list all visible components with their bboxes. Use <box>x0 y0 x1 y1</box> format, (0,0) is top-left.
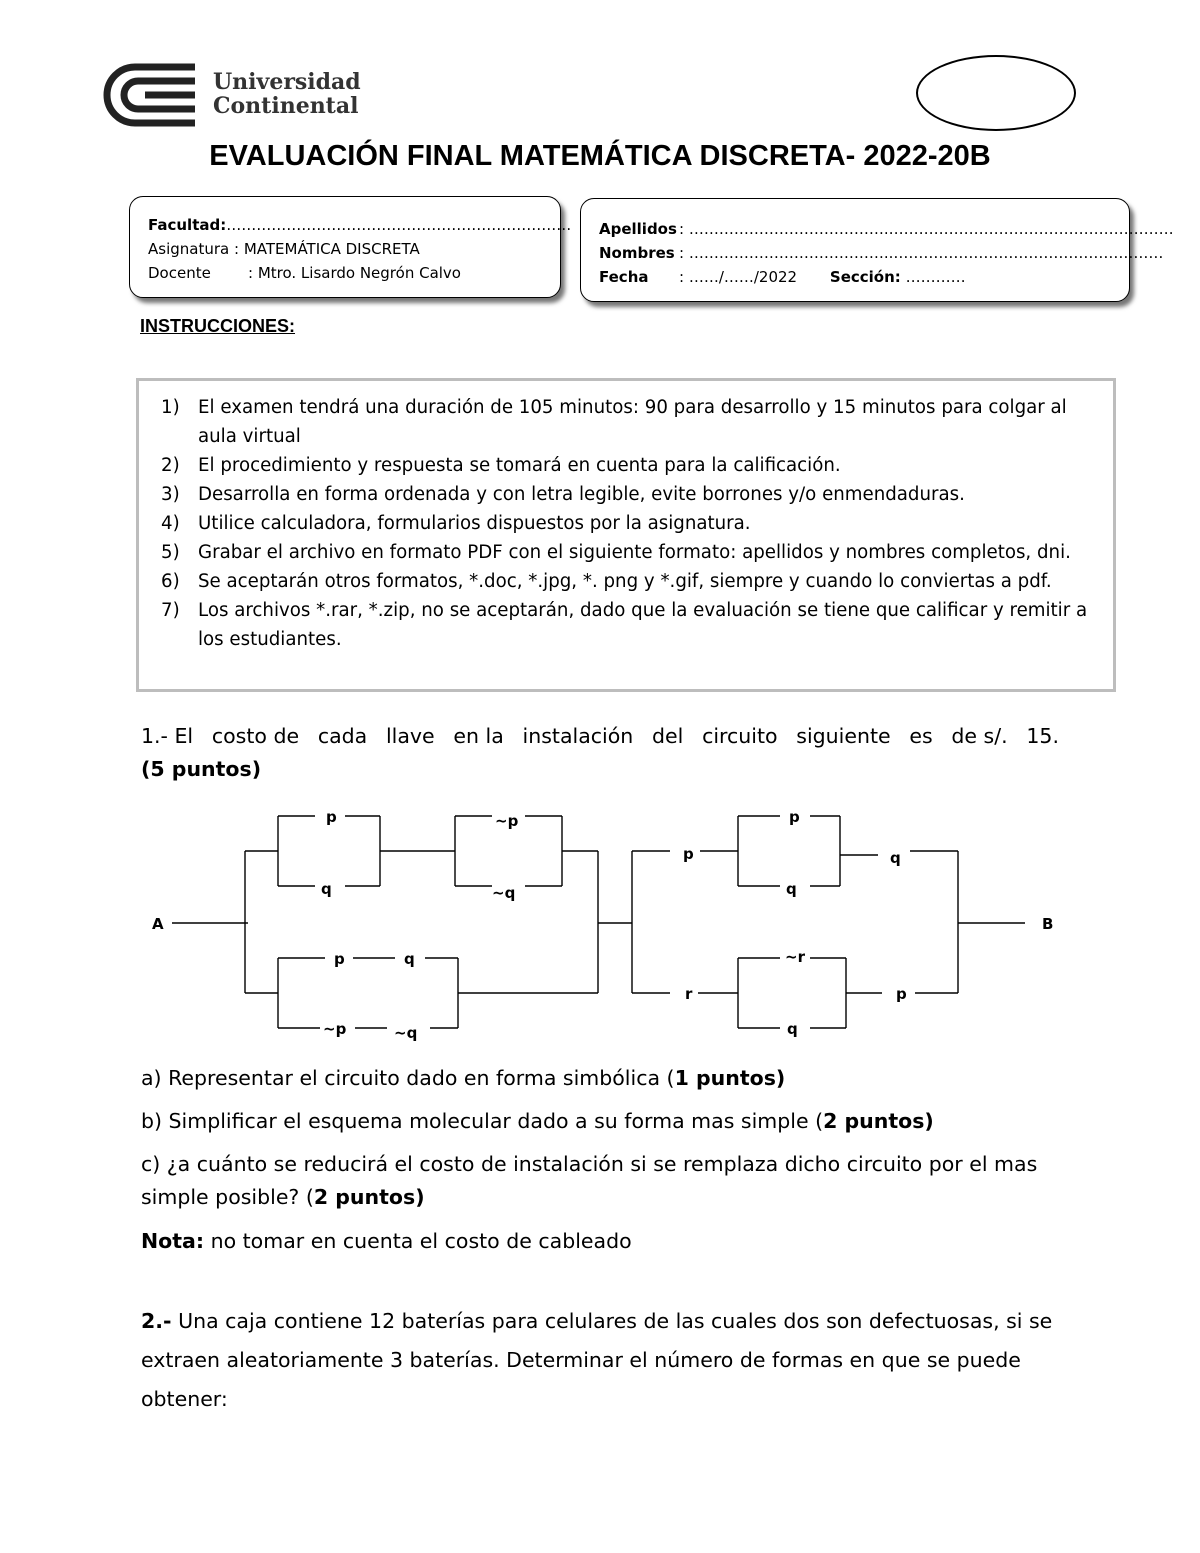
nombres-label: Nombres <box>599 244 675 262</box>
instruction-number: 6) <box>161 571 180 592</box>
apellidos-label: Apellidos <box>599 220 677 238</box>
instructions-heading: INSTRUCCIONES: <box>140 316 296 336</box>
apellidos-value: : ………………………………….………………………………………………… <box>679 220 1174 238</box>
switch-q: q <box>890 849 901 867</box>
apellidos-row <box>599 217 1174 241</box>
instruction-number: 5) <box>161 542 180 563</box>
q1-word: llave <box>385 724 435 748</box>
terminal-b-label: B <box>1042 915 1054 933</box>
nombres-value: : …………………………………..……………………………………………… <box>679 244 1164 262</box>
switch-p: p <box>334 950 345 968</box>
sub-question-b <box>141 1105 1071 1138</box>
docente-value: : Mtro. Lisardo Negrón Calvo <box>248 264 461 282</box>
instruction-number: 7) <box>161 600 180 621</box>
circuit-diagram <box>140 800 1080 1050</box>
logo-line-2: Continental <box>213 93 359 119</box>
question-1 <box>141 720 1059 786</box>
facultad-value: …………………………………………………………… <box>226 216 572 234</box>
switch-not-p: ~p <box>495 812 519 830</box>
q1-word: en la <box>453 724 504 748</box>
question-1-points: (5 puntos) <box>141 757 262 781</box>
terminal-a-label: A <box>152 915 164 933</box>
question-1-statement <box>141 720 1059 753</box>
switch-not-q: ~q <box>394 1024 418 1042</box>
switch-not-q: ~q <box>492 884 516 902</box>
circuit-labels <box>152 808 1053 1042</box>
q1-word: 15. <box>1026 724 1059 748</box>
instruction-text: Se aceptarán otros formatos, *.doc, *.jpg, *. png y *.gif, siempre y cuando lo conviertas a pdf. <box>198 571 1052 592</box>
logo-text <box>213 70 361 118</box>
note-label: Nota: <box>141 1229 205 1253</box>
switch-p: p <box>683 845 694 863</box>
seccion-label: Sección: <box>829 268 901 286</box>
instruction-text: El procedimiento y respuesta se tomará en cuenta para la calificación. <box>198 455 841 476</box>
switch-q: q <box>787 1020 798 1038</box>
q1-word: circuito <box>702 724 778 748</box>
switch-q: q <box>404 950 415 968</box>
instruction-number: 3) <box>161 484 180 505</box>
facultad-row <box>148 213 571 237</box>
q1-word: 1.- El <box>141 724 194 748</box>
instruction-text: Los archivos *.rar, *.zip, no se aceptarán, dado que la evaluación se tiene que calificar y remitir a los estudiantes. <box>198 600 1088 650</box>
instruction-item <box>161 567 1091 596</box>
question-2 <box>141 1302 1059 1419</box>
sub-question-b-points: 2 puntos) <box>823 1109 934 1133</box>
q1-word: es <box>909 724 933 748</box>
logo-line-1: Universidad <box>213 69 361 95</box>
question-2-text: Una caja contiene 12 baterías para celulares de las cuales dos son defectuosas, si se extraen aleatoriamente 3 baterías. Determinar el número de formas en que se puede obtener: <box>141 1309 1053 1411</box>
grade-oval <box>916 55 1076 131</box>
question-2-number: 2.- <box>141 1309 172 1333</box>
asignatura-row <box>148 237 571 261</box>
switch-not-p: ~p <box>323 1020 347 1038</box>
instruction-number: 2) <box>161 455 180 476</box>
instructions-list <box>161 393 1091 654</box>
instruction-text: El examen tendrá una duración de 105 minutos: 90 para desarrollo y 15 minutos para colgar al aula virtual <box>198 397 1067 447</box>
instruction-text: Utilice calculadora, formularios dispuestos por la asignatura. <box>198 513 751 534</box>
switch-q: q <box>786 880 797 898</box>
student-info-box <box>580 198 1174 302</box>
switch-p: p <box>896 985 907 1003</box>
q1-word: costo de <box>211 724 300 748</box>
asignatura-value: : MATEMÁTICA DISCRETA <box>234 240 420 258</box>
fecha-label: Fecha <box>599 268 649 286</box>
q1-word: instalación <box>522 724 634 748</box>
q1-word: cada <box>317 724 368 748</box>
seccion-value: ………… <box>905 268 966 286</box>
switch-r: r <box>685 985 693 1003</box>
sub-question-b-text: b) Simplificar el esquema molecular dado a su forma mas simple ( <box>141 1109 824 1133</box>
nombres-row <box>599 241 1174 265</box>
sub-question-a <box>141 1062 1071 1095</box>
sub-question-a-points: 1 puntos) <box>674 1066 786 1090</box>
instruction-number: 4) <box>161 513 180 534</box>
docente-row <box>148 261 571 285</box>
switch-p: p <box>789 808 800 826</box>
switch-p: p <box>326 808 337 826</box>
docente-label: Docente <box>148 264 211 282</box>
instruction-text: Desarrolla en forma ordenada y con letra legible, evite borrones y/o enmendaduras. <box>198 484 965 505</box>
instruction-item <box>161 509 1091 538</box>
instruction-item <box>161 393 1091 451</box>
asignatura-label: Asignatura <box>148 240 230 258</box>
instruction-text: Grabar el archivo en formato PDF con el siguiente formato: apellidos y nombres completos, dni. <box>198 542 1071 563</box>
course-info-box <box>129 196 572 298</box>
instruction-item <box>161 596 1091 654</box>
page-title: EVALUACIÓN FINAL MATEMÁTICA DISCRETA- 2022-20B <box>209 140 991 172</box>
fecha-row <box>599 265 1174 289</box>
note-text: no tomar en cuenta el costo de cableado <box>204 1229 632 1253</box>
q1-word: siguiente <box>796 724 891 748</box>
sub-question-c-points: 2 puntos) <box>313 1185 425 1209</box>
university-logo-icon <box>100 62 200 128</box>
facultad-label: Facultad: <box>148 216 227 234</box>
sub-question-a-text: a) Representar el circuito dado en forma simbólica ( <box>141 1066 675 1090</box>
instruction-number: 1) <box>161 397 180 418</box>
instruction-item <box>161 480 1091 509</box>
instruction-item <box>161 451 1091 480</box>
sub-question-c-text: c) ¿a cuánto se reducirá el costo de instalación si se remplaza dicho circuito por el mas simple posible? ( <box>141 1152 1038 1209</box>
fecha-value: : ……/……/2022 <box>679 268 798 286</box>
q1-word: del <box>652 724 684 748</box>
instructions-box <box>136 378 1116 692</box>
instruction-item <box>161 538 1091 567</box>
note <box>141 1225 1071 1258</box>
switch-not-r: ~r <box>785 948 805 966</box>
q1-word: de s/. <box>951 724 1008 748</box>
sub-question-c <box>141 1148 1066 1214</box>
switch-q: q <box>321 880 332 898</box>
